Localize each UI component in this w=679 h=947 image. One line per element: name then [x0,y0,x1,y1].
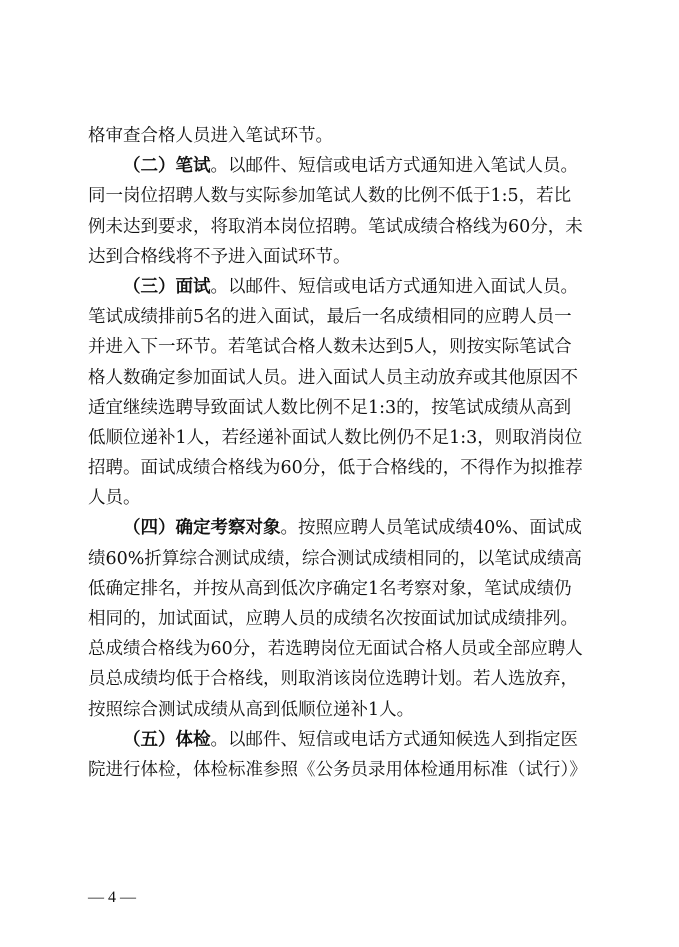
section-heading-medical-exam: （五）体检 [123,729,211,750]
text-line: 同一岗位招聘人数与实际参加笔试人数的比例不低于1:5，若比 [88,186,572,207]
text-line: 格审查合格人员进入笔试环节。 [88,126,333,146]
text-line: 院进行体检，体检标准参照《公务员录用体检通用标准（试行）》 [88,759,587,780]
text-run: 。以邮件、短信或电话方式通知进入笔试人员。 [210,156,578,177]
text-line: 人员。 [88,488,141,509]
text-line [88,272,588,302]
text-line: 例未达到要求，将取消本岗位招聘。笔试成绩合格线为60分，未 [88,216,583,237]
page-number: — 4 — [88,889,136,906]
text-line: 相同的，加试面试，应聘人员的成绩名次按面试加试成绩排列。 [88,609,578,629]
text-line: 低顺位递补1人，若经递补面试人数比例仍不足1:3，则取消岗位 [88,427,583,448]
section-heading-interview: （三）面试 [123,276,211,297]
text-run: 。按照应聘人员笔试成绩40%、面试成 [280,518,582,539]
text-line: 格人数确定参加面试人员。进入面试人员主动放弃或其他原因不 [88,367,578,388]
text-line: 总成绩合格线为60分，若选聘岗位无面试合格人员或全部应聘人 [88,639,583,660]
text-line: 达到合格线将不予进入面试环节。 [88,246,351,267]
text-line: 适宜继续选聘导致面试人数比例不足1:3的，按笔试成绩从高到 [88,397,572,418]
text-line: 按照综合测试成绩从高到低顺位递补1人。 [88,699,415,720]
text-run: 。以邮件、短信或电话方式通知候选人到指定医 [210,729,578,750]
text-line [88,725,588,755]
text-line: 员总成绩均低于合格线，则取消该岗位选聘计划。若人选放弃， [88,669,578,690]
text-line: 笔试成绩排前5名的进入面试，最后一名成绩相同的应聘人员一 [88,307,572,328]
text-run: 。以邮件、短信或电话方式通知进入面试人员。 [210,276,578,297]
section-heading-inspection-target: （四）确定考察对象 [123,518,281,539]
text-line [88,513,588,543]
text-line: 并进入下一环节。若笔试合格人数未达到5人，则按实际笔试合 [88,337,572,358]
section-heading-written-exam: （二）笔试 [123,156,211,177]
text-line: 低确定排名，并按从高到低次序确定1名考察对象，笔试成绩仍 [88,578,572,599]
text-line: 绩60%折算综合测试成绩，综合测试成绩相同的，以笔试成绩高 [88,548,582,569]
text-line: 招聘。面试成绩合格线为60分，低于合格线的，不得作为拟推荐 [88,458,583,479]
text-line [88,151,588,181]
document-body [88,121,588,785]
